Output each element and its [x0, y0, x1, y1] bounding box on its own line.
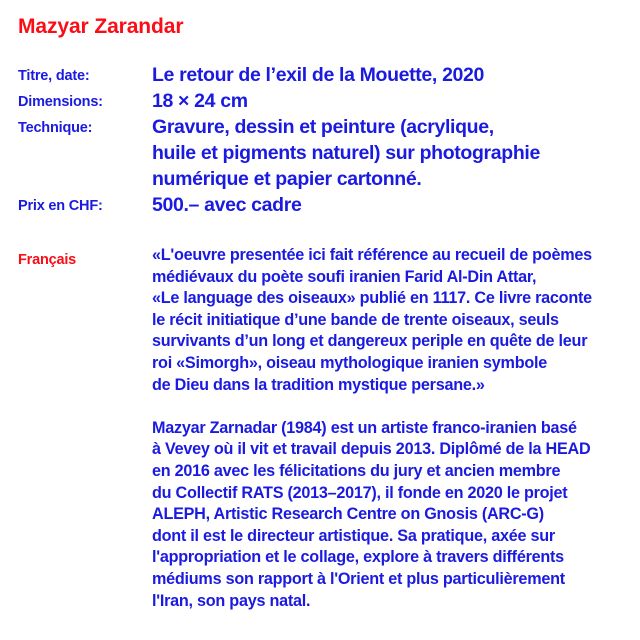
paragraph-line: l'appropriation et le collage, explore à travers différents [152, 548, 564, 567]
paragraph-line: l'Iran, son pays natal. [152, 591, 311, 610]
metadata-value [152, 62, 624, 88]
metadata-value [152, 88, 624, 114]
paragraph-line: «L'oeuvre presentée ici fait référence au recueil de poèmes [152, 246, 592, 264]
metadata-value [152, 192, 624, 218]
metadata-rows [18, 62, 624, 218]
paragraph-line: roi «Simorgh», oiseau mythologique iranien symbole [152, 353, 547, 372]
paragraph-line: en 2016 avec les félicitations du jury et ancien membre [152, 461, 561, 480]
paragraph-line: survivants d’un long et dangereux periple en quête de leur [152, 332, 588, 351]
paragraph-line: médiévaux du poète soufi iranien Farid Al-Din Attar, [152, 267, 537, 286]
paragraph-line: «Le language des oiseaux» publié en 1117. Ce livre raconte [152, 289, 592, 308]
metadata-value [152, 114, 624, 192]
metadata-value-line: Gravure, dessin et peinture (acrylique, [152, 116, 494, 138]
paragraph-line: dont il est le directeur artistique. Sa pratique, axée sur [152, 526, 555, 545]
paragraph-line: du Collectif RATS (2013–2017), il fonde en 2020 le projet [152, 483, 568, 502]
metadata-row [18, 88, 624, 114]
paragraph-line: Mazyar Zarnadar (1984) est un artiste franco-iranien basé [152, 418, 577, 437]
paragraph-line: médiums son rapport à l'Orient et plus particulièrement [152, 569, 565, 588]
metadata-row [18, 114, 624, 192]
metadata-label: Technique: [18, 120, 93, 136]
metadata-label: Dimensions: [18, 94, 103, 110]
metadata-value-line: Le retour de l’exil de la Mouette, 2020 [152, 64, 485, 86]
metadata-label: Prix en CHF: [18, 198, 103, 214]
paragraph-line: ALEPH, Artistic Research Centre on Gnosis (ARC-G) [152, 505, 544, 524]
artwork-metadata-table [18, 62, 624, 218]
paragraph-line: à Vevey où il vit et travail depuis 2013. Diplômé de la HEAD [152, 440, 591, 459]
paragraph-line: de Dieu dans la tradition mystique persane.» [152, 375, 485, 394]
paragraph-biography [152, 418, 624, 612]
description-text [152, 245, 624, 612]
metadata-value-line: huile et pigments naturel) sur photographie [152, 142, 540, 164]
paragraph-line: le récit initiatique d’une bande de trente oiseaux, seuls [152, 310, 559, 329]
metadata-value-line: 18 × 24 cm [152, 90, 248, 112]
artist-name-heading: Mazyar Zarandar [18, 15, 184, 38]
description-section [18, 245, 624, 612]
metadata-value-line: 500.– avec cadre [152, 194, 302, 216]
language-label: Français [18, 252, 77, 268]
metadata-value-line: numérique et papier cartonné. [152, 168, 422, 190]
paragraph-quote [152, 245, 624, 396]
metadata-row [18, 192, 624, 218]
metadata-label: Titre, date: [18, 68, 90, 84]
metadata-row [18, 62, 624, 88]
